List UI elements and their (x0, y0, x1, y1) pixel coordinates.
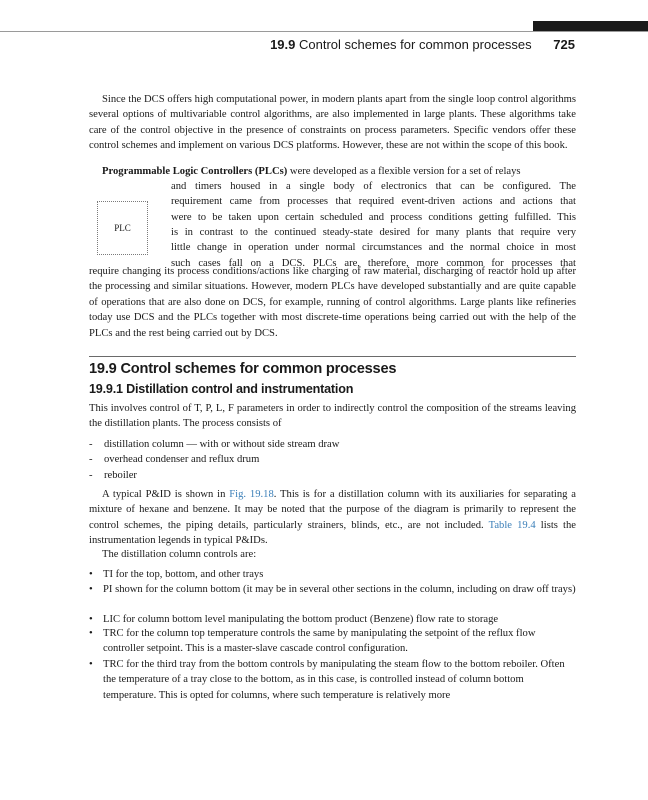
bullet-text: TI for the top, bottom, and other trays (103, 569, 264, 580)
bullet-dot-icon: • (89, 584, 93, 595)
pid-paragraph (89, 487, 576, 549)
list-item: - distillation column — with or without side stream draw (89, 439, 340, 450)
list-item-text: overhead condenser and reflux drum (104, 454, 260, 465)
bullet-dot-icon: • (89, 614, 93, 625)
plc-wrap-line-2: requirement came from processes that required event-driven actions and actions that (171, 196, 576, 207)
intro-paragraph (89, 92, 576, 154)
controls-intro-text: The distillation column controls are: (102, 549, 257, 560)
plc-paragraph-lead (89, 164, 576, 179)
page-number: 725 (553, 37, 575, 52)
plc-wrap-line-4: is in contrast to the continued steady-state desired for many plants that require very (171, 227, 576, 238)
controls-intro (89, 547, 576, 562)
bullet-dot-icon: • (89, 659, 93, 670)
plc-wrap-line-6: such cases fall on a DCS. PLCs are, therefore, more common for processes that (171, 258, 576, 269)
section-heading: 19.9 Control schemes for common processes (89, 361, 397, 377)
bullet-text: TRC for the third tray from the bottom controls by manipulating the steam flow to the bottom reboiler. Often the temperature of a tray close to the bottom, as in this case, is controlled instead of column bottom temperature. This is opted for columns, where such temperature is relatively more (103, 659, 565, 701)
bullet-text: TRC for the column top temperature controls the same by manipulating the setpoint of the reflux flow controller setpoint. This is a master-slave cascade control configuration. (103, 628, 536, 655)
list-item: - reboiler (89, 470, 137, 481)
list-item: - overhead condenser and reflux drum (89, 454, 260, 465)
bullet-text: LIC for column bottom level manipulating the bottom product (Benzene) flow rate to storage (103, 614, 499, 625)
fig-19-18-link[interactable]: Fig. 19.18 (229, 489, 274, 500)
plc-lead-text: were developed as a flexible version for a set of relays (287, 166, 521, 177)
list-item-text: reboiler (104, 470, 137, 481)
header-section-title: Control schemes for common processes (299, 37, 532, 52)
plc-wrap-line-3: were to be taken upon certain scheduled and process conditions getting fulfilled. This (171, 212, 576, 223)
header-bar (533, 21, 648, 31)
plc-paragraph-rest: require changing its process conditions/actions like charging of raw material, discharging of reactor hold up after the processing and similar situations. However, modern PLCs have developed substantially and are quite capable of operations that are also done on DCS, for example, running of control algorithms. Large plants like refineries today use DCS and the PLCs together with most discrete-time operations being carried out with the help of the PLCs and the rest being carried out by DCS. (89, 266, 576, 339)
section-rule (89, 356, 576, 357)
plc-term: Programmable Logic Controllers (PLCs) (102, 166, 288, 177)
section-intro: This involves control of T, P, L, F parameters in order to indirectly control the composition of the streams leaving the distillation plants. The process consists of (89, 403, 576, 430)
plc-margin-label: PLC (114, 223, 131, 233)
plc-margin-box (97, 201, 148, 255)
plc-wrap-line-5: little change in operation under normal circumstances and the normal choice in most (171, 242, 576, 253)
bullet-dot-icon: • (89, 628, 93, 639)
bullet-dot-icon: • (89, 569, 93, 580)
table-19-4-link[interactable]: Table 19.4 (488, 519, 536, 531)
running-header (270, 37, 575, 52)
plc-wrap-line-1: and timers housed in a single body of electronics that can be configured. The (171, 181, 576, 192)
pid-text: A typical P&ID is shown in (102, 489, 230, 500)
list-item-text: distillation column — with or without side stream draw (104, 439, 340, 450)
subsection-heading: 19.9.1 Distillation control and instrumentation (89, 382, 354, 396)
header-rule (0, 31, 648, 32)
intro-paragraph-text: Since the DCS offers high computational power, in modern plants apart from the single loop control algorithms several options of multivariable control algorithms, are also implemented in large plants. These algorithms take care of the control objective in the presence of constraints on process parameters. Specific vendors offer these control schemes and implement on various DCS platforms. However, these are not within the scope of this book. (89, 94, 576, 152)
pid-text: lists the instrumentation legends in typical P&IDs. (89, 519, 576, 547)
pid-text: . This is for a distillation column with its auxiliaries for separating a mixture of hexane and benzene. It may be noted that the purpose of the diagram is primarily to represent the control schemes, the piping details, particularly strainers, blinds, etc., are not included. (89, 489, 576, 531)
header-section-number: 19.9 (270, 37, 296, 52)
bullet-text: PI shown for the column bottom (it may be in several other sections in the column, including on draw off trays) (103, 584, 576, 595)
